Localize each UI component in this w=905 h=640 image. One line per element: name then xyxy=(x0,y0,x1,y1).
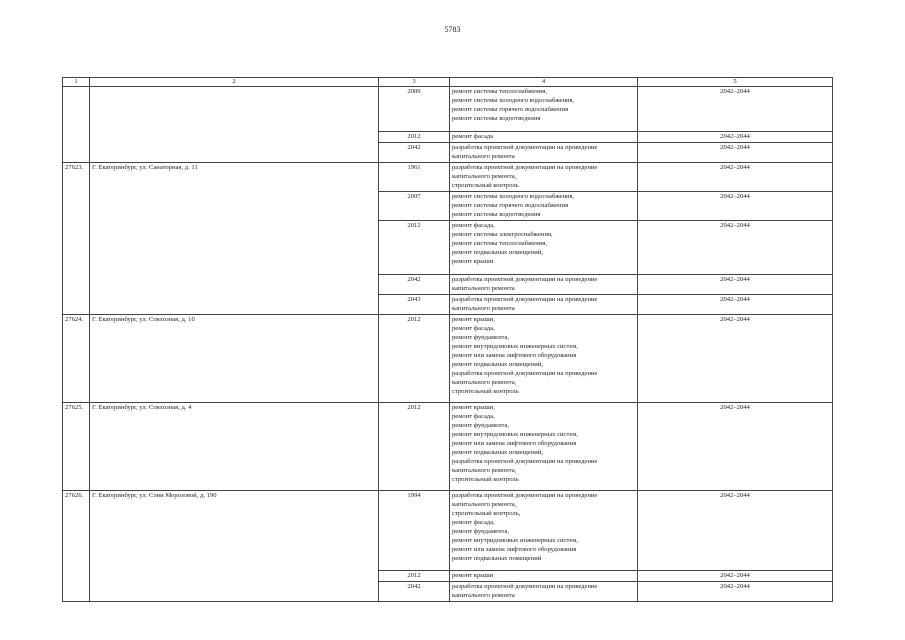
work-line: ремонт системы электроснабжения, xyxy=(452,231,553,238)
works-cell xyxy=(450,221,638,275)
work-line: ремонт системы горячего водоснабжения xyxy=(452,106,569,113)
works-cell xyxy=(450,87,638,132)
work-line: разработка проектной документации на проведение xyxy=(452,296,598,303)
page-number: 5783 xyxy=(444,25,461,34)
address-cell: Г. Екатеринбург, ул. Сони Морозовой, д. 190 xyxy=(90,491,379,602)
work-line: капитального ремонта xyxy=(452,285,515,292)
period-cell: 2042–2044 xyxy=(638,315,833,403)
capital-repair-table xyxy=(62,77,833,602)
work-line: ремонт внутридомовых инженерных систем, xyxy=(452,343,579,350)
work-line: ремонт системы холодного водоснабжения, xyxy=(452,193,575,200)
period-cell: 2042–2044 xyxy=(638,403,833,491)
work-line: ремонт или замена лифтового оборудования xyxy=(452,440,577,447)
work-line: ремонт фасада, xyxy=(452,519,495,526)
works-cell xyxy=(450,275,638,295)
work-line: капитального ремонта, xyxy=(452,173,517,180)
work-line: строительный контроль xyxy=(452,388,519,395)
work-line: ремонт фасада, xyxy=(452,222,495,229)
work-line: ремонт системы водоотведения xyxy=(452,211,541,218)
work-line: капитального ремонта xyxy=(452,592,515,599)
row-number-cell xyxy=(63,87,90,163)
work-line: ремонт подвальных помещений, xyxy=(452,449,543,456)
period-cell: 2042–2044 xyxy=(638,132,833,143)
work-line: строительный контроль, xyxy=(452,510,521,517)
year-cell: 2042 xyxy=(379,143,450,163)
works-cell xyxy=(450,315,638,403)
work-line: разработка проектной документации на проведение xyxy=(452,583,598,590)
table-row xyxy=(63,87,833,132)
work-line: ремонт системы водоотведения xyxy=(452,115,541,122)
work-line: ремонт системы холодного водоснабжения, xyxy=(452,97,575,104)
column-number: 5 xyxy=(638,78,833,87)
work-line: ремонт крыши, xyxy=(452,316,495,323)
period-cell: 2042–2044 xyxy=(638,192,833,221)
table-row xyxy=(63,315,833,403)
table-row xyxy=(63,491,833,571)
works-cell xyxy=(450,582,638,602)
work-line: ремонт фундамента, xyxy=(452,334,510,341)
period-cell: 2042–2044 xyxy=(638,143,833,163)
work-line: ремонт подвальных помещений xyxy=(452,555,542,562)
works-cell xyxy=(450,163,638,192)
column-number: 3 xyxy=(379,78,450,87)
work-line: ремонт подвальных помещений, xyxy=(452,361,543,368)
row-number-cell: 27625. xyxy=(63,403,90,491)
year-cell: 2012 xyxy=(379,132,450,143)
work-line: разработка проектной документации на проведение xyxy=(452,492,598,499)
works-cell xyxy=(450,295,638,315)
work-line: разработка проектной документации на проведение xyxy=(452,370,598,377)
year-cell: 2012 xyxy=(379,315,450,403)
table-row xyxy=(63,163,833,192)
column-number: 2 xyxy=(90,78,379,87)
year-cell: 2042 xyxy=(379,582,450,602)
work-line: ремонт фундамента, xyxy=(452,422,510,429)
period-cell: 2042–2044 xyxy=(638,582,833,602)
column-number-row xyxy=(63,78,833,87)
work-line: разработка проектной документации на проведение xyxy=(452,164,598,171)
work-line: строительный контроль xyxy=(452,476,519,483)
work-line: ремонт системы теплоснабжения, xyxy=(452,240,547,247)
works-cell xyxy=(450,192,638,221)
period-cell: 2042–2044 xyxy=(638,295,833,315)
table-row xyxy=(63,403,833,491)
work-line: ремонт крыши, xyxy=(452,404,495,411)
works-cell xyxy=(450,132,638,143)
work-line: ремонт или замена лифтового оборудования xyxy=(452,546,577,553)
period-cell: 2042–2044 xyxy=(638,275,833,295)
work-line: ремонт фундамента, xyxy=(452,528,510,535)
works-cell xyxy=(450,403,638,491)
year-cell: 2007 xyxy=(379,192,450,221)
work-line: ремонт фасада xyxy=(452,133,494,140)
work-line: ремонт подвальных помещений, xyxy=(452,249,543,256)
year-cell: 2012 xyxy=(379,403,450,491)
row-number-cell: 27624. xyxy=(63,315,90,403)
address-cell xyxy=(90,87,379,163)
address-cell: Г. Екатеринбург, ул. Совхозная, д. 10 xyxy=(90,315,379,403)
works-cell xyxy=(450,491,638,571)
work-line: разработка проектной документации на проведение xyxy=(452,276,598,283)
row-number-cell: 27626. xyxy=(63,491,90,602)
address-cell: Г. Екатеринбург, ул. Санаторная, д. 11 xyxy=(90,163,379,315)
year-cell: 2043 xyxy=(379,295,450,315)
period-cell: 2042–2044 xyxy=(638,221,833,275)
work-line: капитального ремонта xyxy=(452,153,515,160)
works-cell xyxy=(450,571,638,582)
work-line: ремонт фасада, xyxy=(452,325,495,332)
year-cell: 2012 xyxy=(379,571,450,582)
row-number-cell: 27623. xyxy=(63,163,90,315)
column-number: 4 xyxy=(450,78,638,87)
work-line: капитального ремонта, xyxy=(452,379,517,386)
year-cell: 2012 xyxy=(379,221,450,275)
work-line: ремонт крыши xyxy=(452,572,494,579)
work-line: разработка проектной документации на проведение xyxy=(452,144,598,151)
work-line: ремонт фасада, xyxy=(452,413,495,420)
work-line: ремонт крыши xyxy=(452,258,494,265)
period-cell: 2042–2044 xyxy=(638,491,833,571)
work-line: ремонт внутридомовых инженерных систем, xyxy=(452,537,579,544)
work-line: разработка проектной документации на проведение xyxy=(452,458,598,465)
work-line: капитального ремонта, xyxy=(452,467,517,474)
year-cell: 1994 xyxy=(379,491,450,571)
work-line: строительный контроль xyxy=(452,182,519,189)
work-line: ремонт или замена лифтового оборудования xyxy=(452,352,577,359)
work-line: ремонт системы горячего водоснабжения xyxy=(452,202,569,209)
work-line: капитального ремонта xyxy=(452,305,515,312)
works-cell xyxy=(450,143,638,163)
period-cell: 2042–2044 xyxy=(638,87,833,132)
column-number: 1 xyxy=(63,78,90,87)
year-cell: 2042 xyxy=(379,275,450,295)
period-cell: 2042–2044 xyxy=(638,163,833,192)
period-cell: 2042–2044 xyxy=(638,571,833,582)
year-cell: 2009 xyxy=(379,87,450,132)
address-cell: Г. Екатеринбург, ул. Совхозная, д. 4 xyxy=(90,403,379,491)
work-line: капитального ремонта, xyxy=(452,501,517,508)
work-line: ремонт системы теплоснабжения, xyxy=(452,88,547,95)
work-line: ремонт внутридомовых инженерных систем, xyxy=(452,431,579,438)
year-cell: 1961 xyxy=(379,163,450,192)
